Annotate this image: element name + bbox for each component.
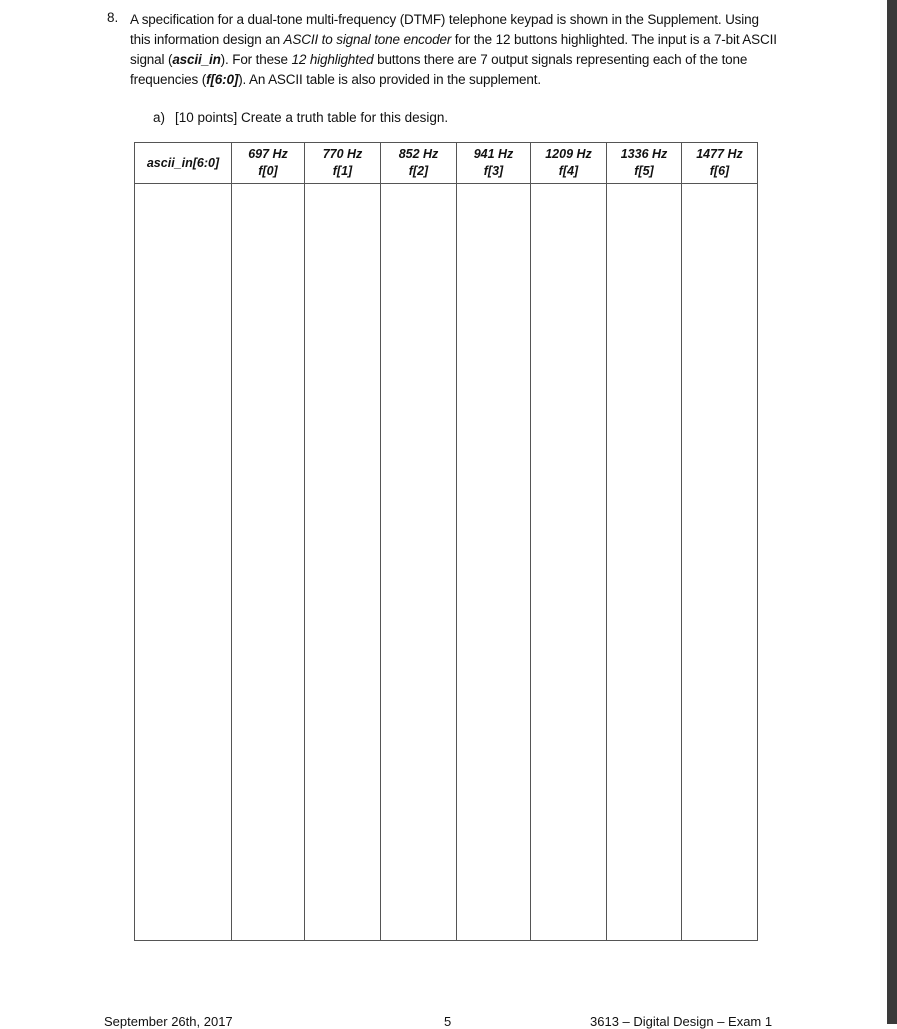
question-text-segment: f[6:0] <box>206 72 239 87</box>
header-f6 <box>682 143 758 184</box>
question-text <box>130 10 780 90</box>
header-frequency: 941 Hz <box>473 147 514 161</box>
header-frequency: 852 Hz <box>398 147 439 161</box>
table-cell[interactable] <box>531 184 607 941</box>
question-text-segment: 12 highlighted <box>291 52 374 67</box>
header-frequency: 770 Hz <box>322 147 363 161</box>
header-f5 <box>607 143 682 184</box>
question-text-segment: ). An ASCII table is also provided in the supplement. <box>238 72 541 87</box>
table-cell[interactable] <box>607 184 682 941</box>
question-text-segment: ascii_in <box>172 52 221 67</box>
question-text-segment: A specification for a dual-tone multi-frequency (DTMF) telephone keypad is shown in the Supplement. Using this information design an <box>130 12 759 47</box>
header-f2 <box>381 143 457 184</box>
sub-question-text: [10 points] Create a truth table for this design. <box>175 110 449 125</box>
header-signal: f[4] <box>558 164 579 178</box>
header-frequency: 1477 Hz <box>696 147 743 161</box>
question-text-segment: buttons there are 7 output signals representing each of the tone frequencies ( <box>130 52 748 87</box>
question-number: 8. <box>107 10 119 25</box>
header-frequency: 1336 Hz <box>620 147 668 161</box>
header-f4 <box>531 143 607 184</box>
sub-question <box>153 110 458 125</box>
header-signal: f[3] <box>483 164 504 178</box>
question-text-segment: ASCII to signal tone encoder <box>283 32 452 47</box>
question-text-segment: ). For these <box>220 52 292 67</box>
table-cell[interactable] <box>305 184 381 941</box>
table-cell[interactable] <box>457 184 531 941</box>
window-edge <box>887 0 897 1024</box>
header-frequency: 1209 Hz <box>545 147 592 161</box>
footer-page-number: 5 <box>444 1014 452 1029</box>
question-text-segment: for the 12 buttons highlighted. The input is a 7-bit ASCII signal ( <box>130 32 777 67</box>
table-header-row <box>135 143 758 184</box>
header-frequency: 697 Hz <box>248 147 288 161</box>
truth-table <box>134 142 758 941</box>
sub-question-label: a) <box>153 110 166 125</box>
header-signal: f[5] <box>634 164 654 178</box>
table-body-row <box>135 184 758 941</box>
header-signal: f[6] <box>709 164 730 178</box>
header-signal: f[0] <box>258 164 278 178</box>
footer-course: 3613 – Digital Design – Exam 1 <box>590 1014 773 1029</box>
header-f3 <box>457 143 531 184</box>
table-cell[interactable] <box>682 184 758 941</box>
footer-date: September 26th, 2017 <box>104 1014 233 1029</box>
header-f0 <box>232 143 305 184</box>
table-cell[interactable] <box>135 184 232 941</box>
header-f1 <box>305 143 381 184</box>
header-ascii-in: ascii_in[6:0] <box>135 143 232 184</box>
header-signal: f[1] <box>332 164 353 178</box>
table-cell[interactable] <box>232 184 305 941</box>
table-cell[interactable] <box>381 184 457 941</box>
header-signal: f[2] <box>408 164 429 178</box>
